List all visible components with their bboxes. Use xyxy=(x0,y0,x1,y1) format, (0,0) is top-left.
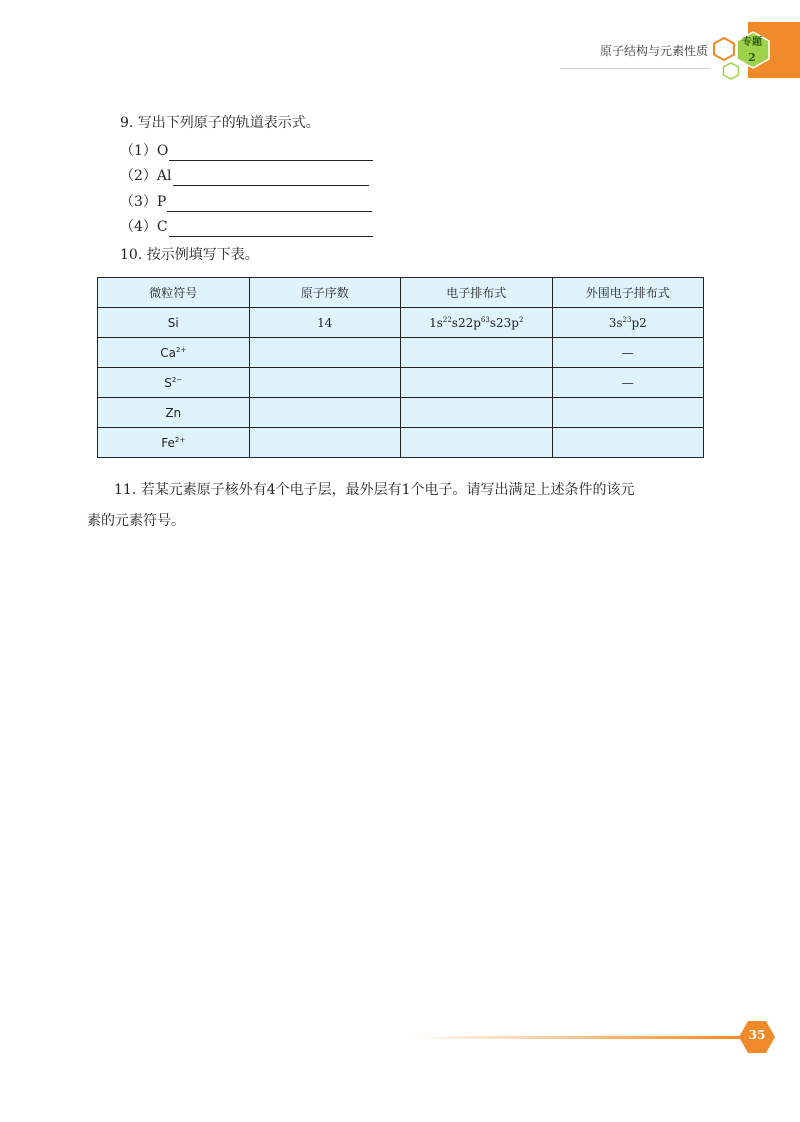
header-atomic-number: 原子序数 xyxy=(249,278,401,308)
answer-blank[interactable] xyxy=(173,171,369,186)
particle-charge: 2+ xyxy=(174,435,186,444)
page-number: 35 xyxy=(748,1028,766,1042)
item-number: （2） xyxy=(120,168,157,184)
table-row xyxy=(98,308,704,338)
cell-outer-config: $3s^{23}p2$ xyxy=(552,308,704,338)
cell-atomic-number[interactable] xyxy=(249,368,401,398)
particle-symbol: Ca xyxy=(160,345,176,360)
item-number: （3） xyxy=(120,194,157,210)
answer-blank[interactable] xyxy=(167,197,372,212)
cell-atomic-number[interactable] xyxy=(249,428,401,458)
chapter-badge-label: 专题 xyxy=(742,37,762,48)
cell-atomic-number[interactable] xyxy=(249,398,401,428)
hexagon-outline-icon xyxy=(712,37,736,61)
question-9-item xyxy=(120,141,373,161)
chapter-badge-number: 2 xyxy=(748,51,756,64)
element-symbol: P xyxy=(156,194,167,210)
particle-charge: 2+ xyxy=(175,345,187,354)
cell-particle xyxy=(98,428,250,458)
cell-particle xyxy=(98,308,250,338)
header-divider xyxy=(560,68,710,69)
element-symbol: Al xyxy=(156,168,172,184)
cell-atomic-number[interactable] xyxy=(249,338,401,368)
question-10-prompt: 10. 按示例填写下表。 xyxy=(120,247,259,263)
electron-configuration-table xyxy=(97,277,704,458)
answer-blank[interactable] xyxy=(169,146,373,161)
cell-config: $1s^{22}s22p^{63}s23p^2$ xyxy=(401,308,553,338)
cell-particle xyxy=(98,368,250,398)
table-row xyxy=(98,368,704,398)
cell-config[interactable] xyxy=(401,368,553,398)
cell-atomic-number: 14 xyxy=(249,308,401,338)
particle-symbol: Fe xyxy=(161,435,175,450)
header-config: 电子排布式 xyxy=(401,278,553,308)
particle-symbol: Si xyxy=(167,315,179,330)
item-number: （4） xyxy=(120,219,157,235)
question-9-item xyxy=(120,166,369,186)
question-9-item xyxy=(120,192,372,212)
particle-symbol: S xyxy=(164,375,172,390)
small-hexagon-icon xyxy=(722,62,740,80)
particle-charge: 2− xyxy=(171,375,183,384)
question-9-item xyxy=(120,217,373,237)
cell-outer-config: — xyxy=(552,368,704,398)
item-number: （1） xyxy=(120,143,157,159)
cell-config[interactable] xyxy=(401,398,553,428)
cell-outer-config[interactable] xyxy=(552,398,704,428)
particle-symbol: Zn xyxy=(165,405,182,420)
question-11-line-2: 素的元素符号。 xyxy=(87,513,185,529)
table-row xyxy=(98,398,704,428)
cell-outer-config: — xyxy=(552,338,704,368)
table-header-row xyxy=(98,278,704,308)
header-particle: 微粒符号 xyxy=(98,278,250,308)
cell-outer-config[interactable] xyxy=(552,428,704,458)
footer-gradient-bar xyxy=(410,1036,740,1039)
cell-particle xyxy=(98,338,250,368)
cell-config[interactable] xyxy=(401,428,553,458)
table-row xyxy=(98,428,704,458)
chapter-title: 原子结构与元素性质 xyxy=(599,44,708,58)
table-row xyxy=(98,338,704,368)
question-11-line-1: 11. 若某元素原子核外有4个电子层，最外层有1个电子。请写出满足上述条件的该元 xyxy=(114,482,635,498)
element-symbol: C xyxy=(156,219,168,235)
element-symbol: O xyxy=(156,143,169,159)
question-9-prompt: 9. 写出下列原子的轨道表示式。 xyxy=(120,115,320,131)
cell-particle xyxy=(98,398,250,428)
header-outer-config: 外围电子排布式 xyxy=(552,278,704,308)
answer-blank[interactable] xyxy=(169,222,373,237)
cell-config[interactable] xyxy=(401,338,553,368)
